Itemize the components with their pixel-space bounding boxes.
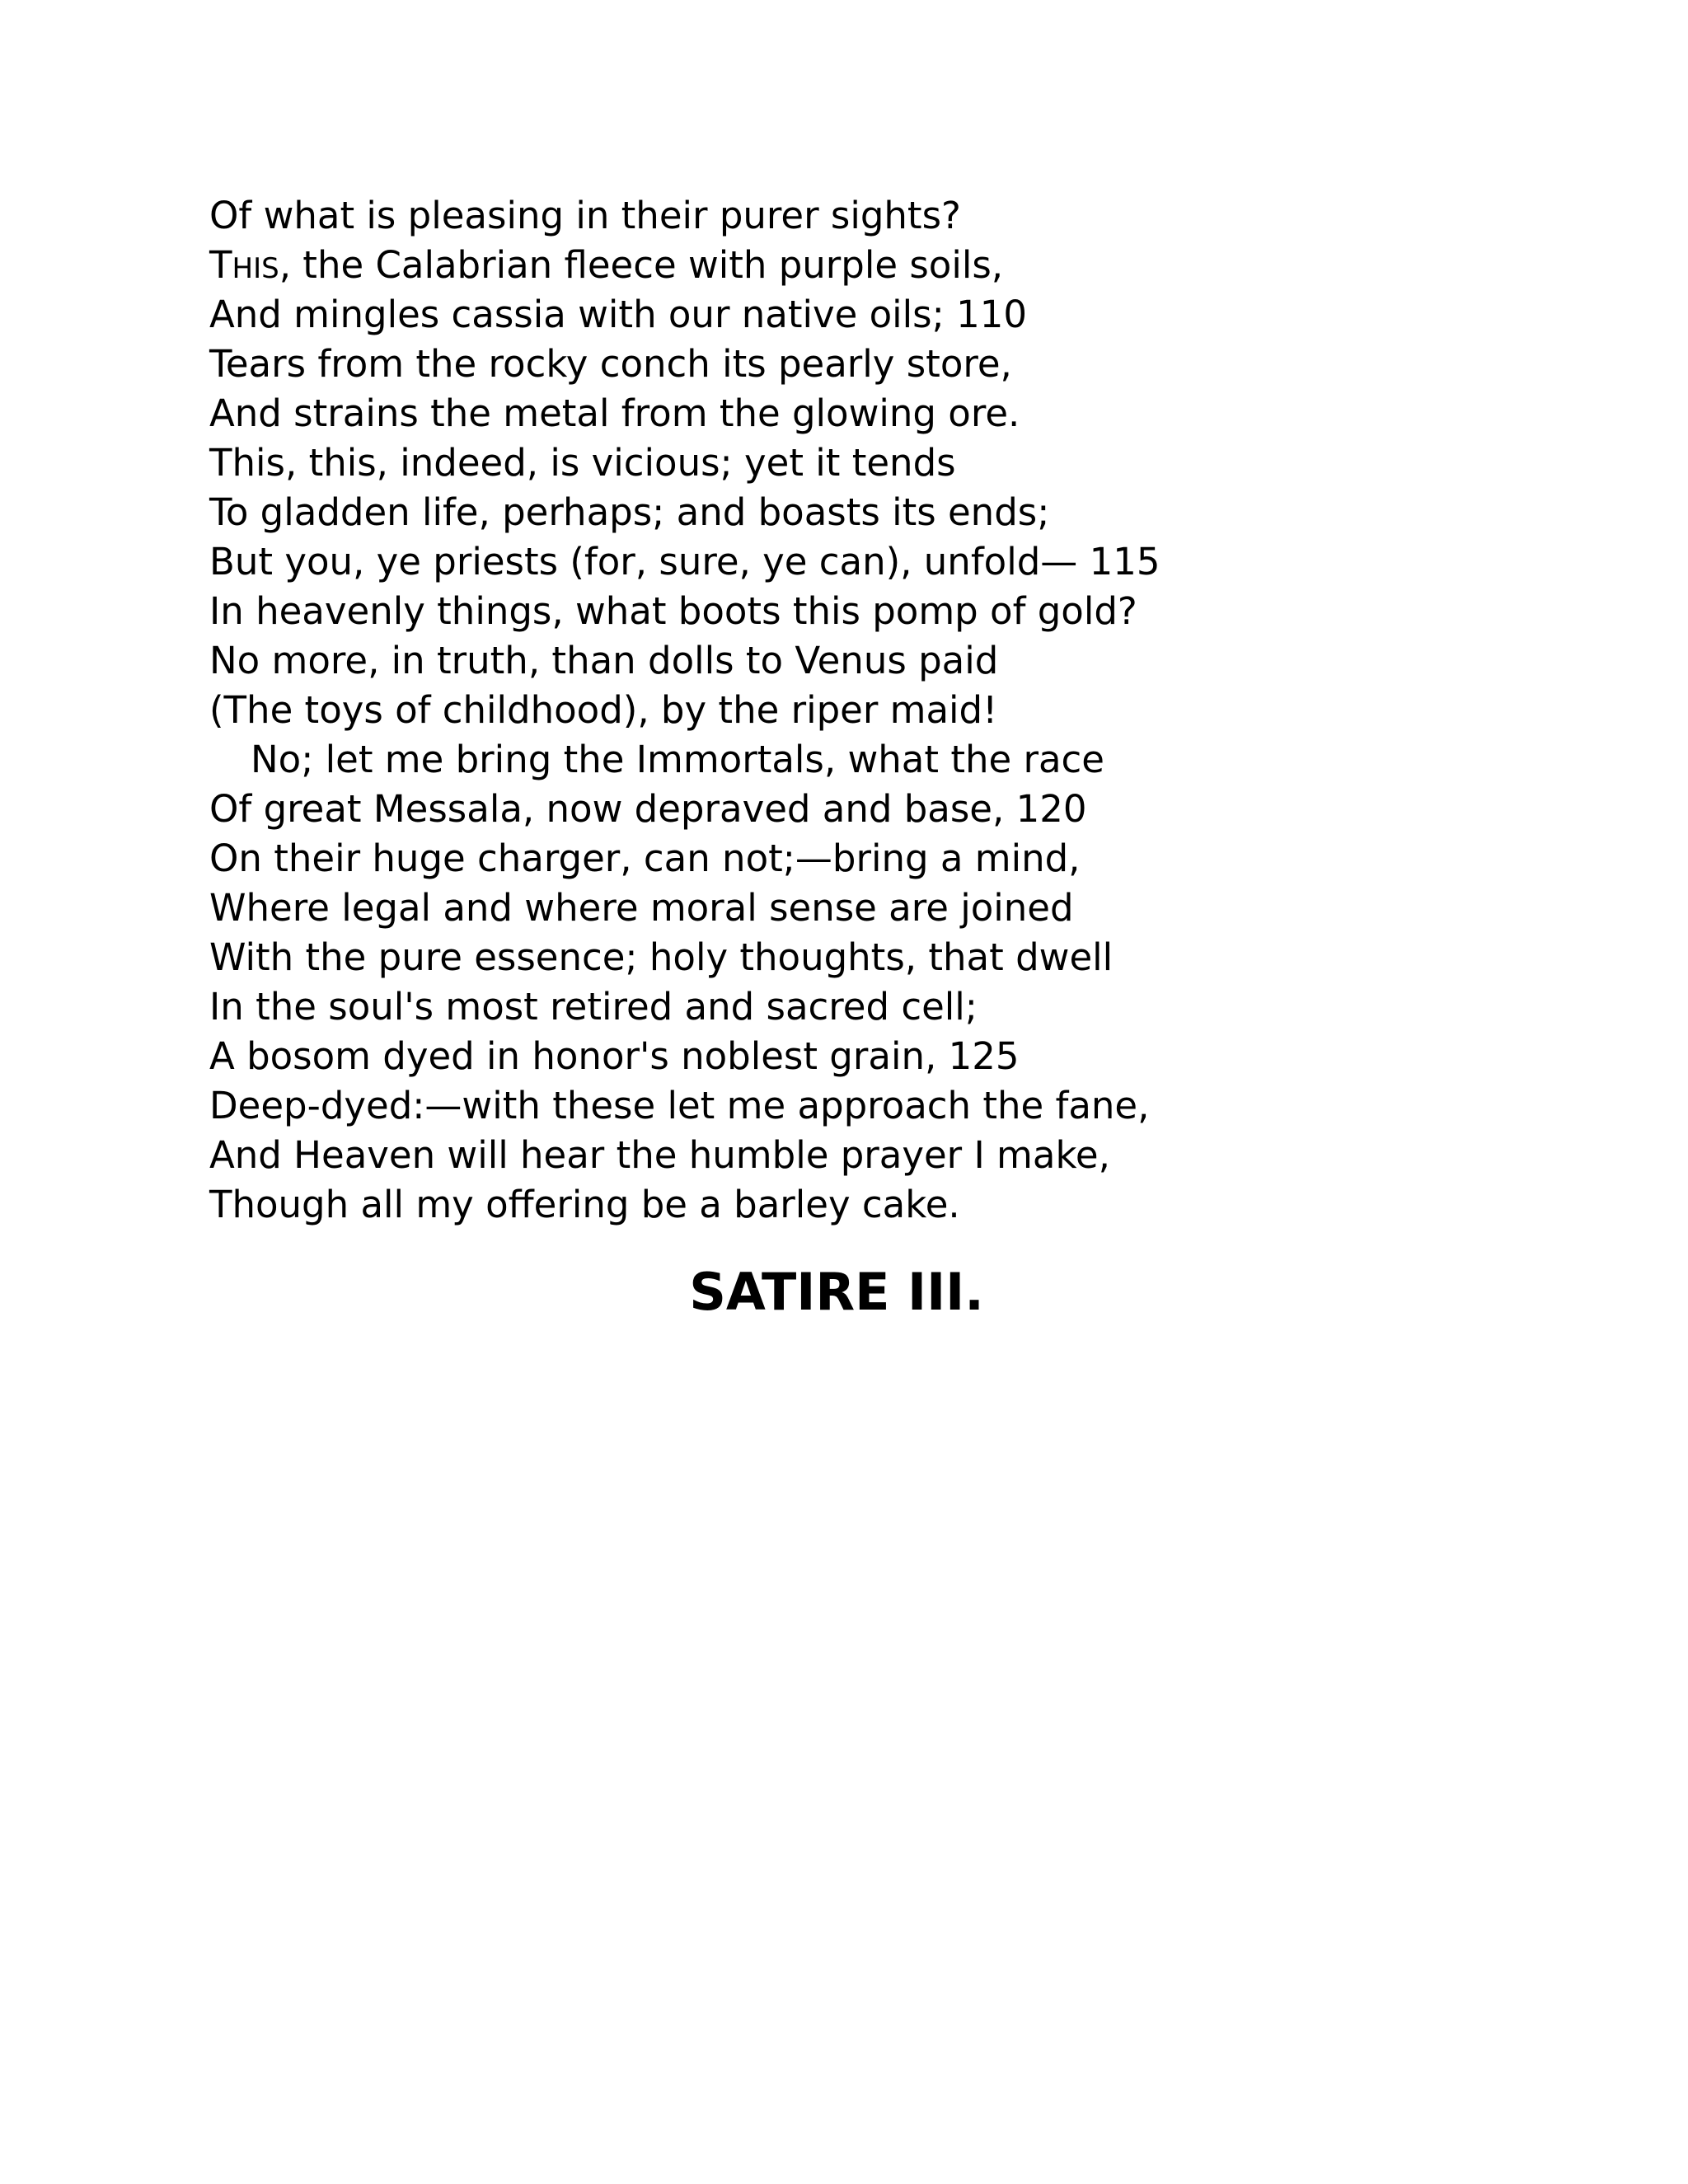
poem-line-17: In the soul's most retired and sacred cell; bbox=[209, 985, 978, 1029]
small-caps-word-rest: HIS bbox=[232, 252, 279, 285]
poem-line-5: And strains the metal from the glowing ore. bbox=[209, 391, 1020, 435]
poem-line-21: Though all my offering be a barley cake. bbox=[209, 1183, 960, 1226]
poem-line-16: With the pure essence; holy thoughts, that dwell bbox=[209, 935, 1114, 979]
poem-line-18: A bosom dyed in honor's noblest grain, 125 bbox=[209, 1034, 1020, 1078]
poem-line-2 bbox=[209, 241, 1446, 290]
poem-line-13: Of great Messala, now depraved and base, 120 bbox=[209, 787, 1087, 831]
poem-line-14: On their huge charger, can not;—bring a mind, bbox=[209, 837, 1081, 880]
poem-line-8: But you, ye priests (for, sure, ye can), unfold— 115 bbox=[209, 540, 1160, 583]
poem-line-9: In heavenly things, what boots this pomp of gold? bbox=[209, 589, 1137, 633]
poem-line-10: No more, in truth, than dolls to Venus paid bbox=[209, 639, 999, 682]
poem-line-15: Where legal and where moral sense are joined bbox=[209, 886, 1074, 930]
poem-line-1: Of what is pleasing in their purer sights? bbox=[209, 194, 961, 237]
poem-text bbox=[209, 191, 1446, 1230]
poem-line-6: This, this, indeed, is vicious; yet it tends bbox=[209, 441, 956, 485]
poem-line-3: And mingles cassia with our native oils; 110 bbox=[209, 293, 1027, 336]
poem-line-7: To gladden life, perhaps; and boasts its ends; bbox=[209, 490, 1050, 534]
poem-line-19: Deep-dyed:—with these let me approach the fane, bbox=[209, 1084, 1150, 1127]
poem-line-4: Tears from the rocky conch its pearly store, bbox=[209, 342, 1012, 386]
poem-line-12: No; let me bring the Immortals, what the race bbox=[251, 738, 1104, 781]
section-heading: SATIRE III. bbox=[689, 1262, 984, 1322]
poem-line-11: (The toys of childhood), by the riper maid! bbox=[209, 688, 998, 732]
poem-line-20: And Heaven will hear the humble prayer I make, bbox=[209, 1133, 1110, 1177]
poem-line-2-rest: , the Calabrian fleece with purple soils, bbox=[279, 243, 1004, 287]
small-caps-lead-letter: T bbox=[209, 243, 232, 287]
